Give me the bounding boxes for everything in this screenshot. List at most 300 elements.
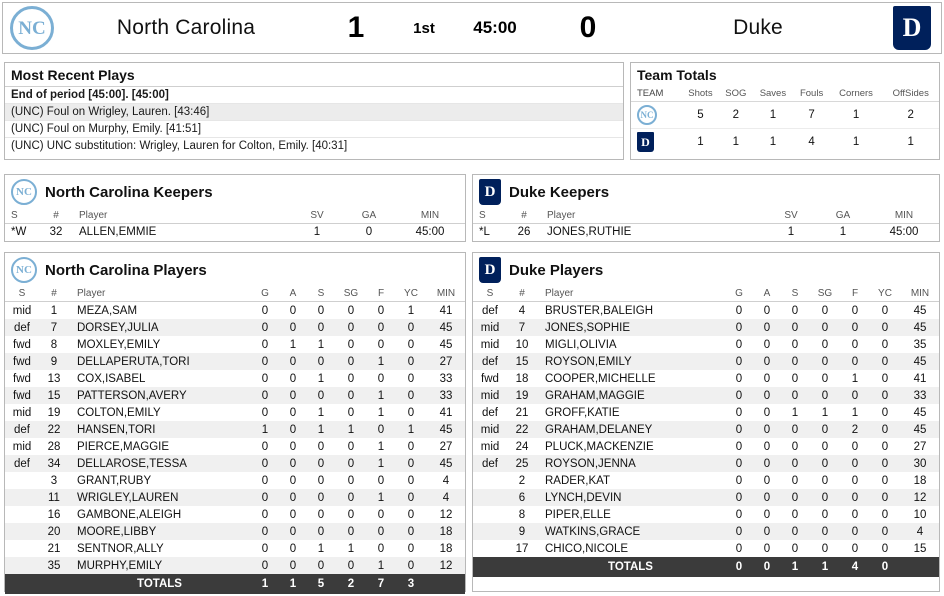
player-number: 11 [48,491,60,504]
player-goals: 0 [261,321,269,334]
player-assists: 0 [289,474,297,487]
away-team-name: Duke [733,16,783,39]
player-name: GRANT,RUBY [77,474,152,487]
player-goals: 0 [261,542,269,555]
player-fouls: 0 [377,474,385,487]
player-shots: 0 [791,491,799,504]
player-fouls: 0 [377,304,385,317]
player-assists: 0 [763,474,771,487]
unc-fouls: 7 [808,109,815,121]
table-row [5,404,465,421]
player-shots: 0 [791,321,799,334]
player-number: 19 [47,406,61,419]
player-goals: 0 [261,389,269,402]
table-row [5,353,465,370]
col-min: MIN [869,208,939,224]
player-sog: 0 [347,457,355,470]
col-number: # [39,208,73,224]
player-number: 28 [47,440,61,453]
player-number: 4 [518,304,526,317]
player-goals: 1 [261,423,269,436]
player-sog: 0 [347,406,355,419]
player-name: COX,ISABEL [77,372,146,385]
player-fouls: 0 [851,508,859,521]
team-logo-cell [631,129,682,156]
totals-spacer [507,557,537,577]
player-assists: 0 [289,440,297,453]
away-players-body [473,302,939,558]
player-number: 18 [515,372,529,385]
player-name: DORSEY,JULIA [77,321,159,334]
table-row [473,404,939,421]
away-keepers-table [473,208,939,240]
player-yellow-cards: 0 [407,491,415,504]
table-row [631,102,939,129]
player-assists: 0 [289,423,297,436]
player-number: 1 [50,304,58,317]
player-goals: 0 [261,457,269,470]
player-name: PIERCE,MAGGIE [77,440,170,453]
player-goals: 0 [261,372,269,385]
play-item: (UNC) UNC substitution: Wrigley, Lauren for Colton, Emily. [40:31] [5,137,623,154]
player-yellow-cards: 0 [407,406,415,419]
player-shots: 0 [317,457,325,470]
player-yellow-cards: 0 [407,542,415,555]
col-goals: G [251,286,279,302]
player-name: GRAHAM,MAGGIE [545,389,645,402]
player-sog: 0 [821,525,829,538]
col-ga: GA [343,208,395,224]
totals-yellow-cards: 3 [395,574,427,594]
player-sog: 0 [821,457,829,470]
col-player: Player [541,208,765,224]
home-keepers-title: North Carolina Keepers [45,183,213,201]
player-number: 8 [518,508,526,521]
col-sog: SOG [719,86,752,102]
totals-minutes [427,574,465,594]
col-status: S [5,286,39,302]
home-keepers-panel [4,174,466,242]
table-row [473,224,939,241]
totals-assists: 1 [279,574,307,594]
player-goals: 0 [261,525,269,538]
player-name: PIPER,ELLE [545,508,611,521]
player-minutes: 18 [439,542,453,555]
table-row [5,506,465,523]
player-yellow-cards: 0 [881,423,889,436]
table-row [473,540,939,557]
unc-logo-icon: NC [11,179,37,205]
player-status: mid [480,338,500,351]
player-number: 34 [47,457,61,470]
player-sog: 0 [821,542,829,555]
keeper-saves: 1 [313,226,321,238]
player-assists: 0 [289,389,297,402]
player-fouls: 1 [377,440,385,453]
table-header-row [473,286,939,302]
player-goals: 0 [261,304,269,317]
totals-fouls: 4 [841,557,869,577]
unc-corners: 1 [852,109,860,121]
home-team-logo [3,3,61,53]
totals-assists: 0 [753,557,781,577]
player-fouls: 0 [851,321,859,334]
keeper-number: 26 [517,226,531,238]
player-minutes: 45 [913,423,927,436]
totals-spacer [39,574,69,594]
player-assists: 0 [289,355,297,368]
duke-logo-icon: D [637,132,654,152]
duke-logo-icon: D [479,257,501,283]
player-shots: 0 [791,355,799,368]
player-assists: 0 [763,491,771,504]
keeper-status: *W [11,226,27,238]
home-players-body [5,302,465,575]
player-name: ROYSON,JENNA [545,457,636,470]
player-yellow-cards: 0 [407,508,415,521]
player-name: GROFF,KATIE [545,406,620,419]
player-minutes: 35 [913,338,927,351]
player-shots: 1 [317,542,325,555]
player-shots: 0 [317,474,325,487]
col-ga: GA [817,208,869,224]
player-minutes: 45 [913,304,927,317]
most-recent-plays-panel [4,62,624,160]
col-shots: S [781,286,809,302]
unc-shots: 5 [697,109,704,121]
player-shots: 0 [317,389,325,402]
player-fouls: 0 [377,423,385,436]
player-name: LYNCH,DEVIN [545,491,622,504]
col-team: TEAM [631,86,682,102]
away-team-logo [883,3,941,53]
player-yellow-cards: 0 [407,457,415,470]
player-goals: 0 [735,457,743,470]
player-yellow-cards: 0 [881,389,889,402]
player-fouls: 0 [851,542,859,555]
player-number: 7 [518,321,526,334]
player-yellow-cards: 0 [407,321,415,334]
player-status: def [482,406,498,419]
player-minutes: 30 [913,457,927,470]
player-sog: 0 [821,304,829,317]
player-minutes: 41 [439,304,453,317]
away-keepers-header [473,175,939,208]
col-player: Player [69,286,251,302]
player-fouls: 0 [377,542,385,555]
player-goals: 0 [735,355,743,368]
player-status: def [482,304,498,317]
player-name: DELLAROSE,TESSA [77,457,187,470]
away-players-table [473,286,939,577]
col-player: Player [73,208,291,224]
player-name: CHICO,NICOLE [545,542,629,555]
home-players-table [5,286,465,594]
player-name: ROYSON,EMILY [545,355,632,368]
player-name: JONES,SOPHIE [545,321,630,334]
player-goals: 0 [261,474,269,487]
player-fouls: 1 [377,355,385,368]
player-status [5,557,39,574]
away-score: 0 [579,11,597,44]
player-name: MIGLI,OLIVIA [545,338,617,351]
player-number: 35 [47,559,61,572]
player-minutes: 33 [913,389,927,402]
table-row [473,336,939,353]
player-minutes: 33 [439,389,453,402]
player-goals: 0 [735,338,743,351]
match-stats-page [0,2,944,596]
player-goals: 0 [261,440,269,453]
table-row [473,472,939,489]
player-goals: 0 [735,508,743,521]
table-row [473,421,939,438]
player-yellow-cards: 0 [407,440,415,453]
table-header-row [631,86,939,102]
player-yellow-cards: 0 [881,321,889,334]
table-header-row [473,208,939,224]
player-assists: 0 [763,304,771,317]
player-number: 6 [518,491,526,504]
player-sog: 0 [821,508,829,521]
player-fouls: 1 [851,372,859,385]
player-shots: 0 [791,389,799,402]
player-status: fwd [13,355,31,368]
player-assists: 0 [763,321,771,334]
col-minutes: MIN [901,286,939,302]
player-number: 8 [50,338,58,351]
game-clock: 45:00 [473,18,517,37]
player-fouls: 0 [851,304,859,317]
player-name: WRIGLEY,LAUREN [77,491,179,504]
player-assists: 0 [763,542,771,555]
player-name: GRAHAM,DELANEY [545,423,653,436]
player-fouls: 1 [377,389,385,402]
col-sog: SG [335,286,367,302]
player-shots: 1 [317,423,325,436]
table-row [473,438,939,455]
player-shots: 0 [791,508,799,521]
away-keepers-title: Duke Keepers [509,183,610,201]
player-shots: 1 [317,372,325,385]
player-status [473,506,507,523]
player-shots: 1 [317,406,325,419]
player-sog: 0 [821,355,829,368]
player-yellow-cards: 0 [881,304,889,317]
player-sog: 0 [347,508,355,521]
player-sog: 1 [347,423,355,436]
player-status [5,506,39,523]
player-minutes: 4 [916,525,924,538]
player-yellow-cards: 0 [881,542,889,555]
table-row [5,455,465,472]
player-sog: 0 [347,321,355,334]
player-fouls: 0 [851,457,859,470]
player-yellow-cards: 0 [881,406,889,419]
player-assists: 0 [289,372,297,385]
player-fouls: 0 [851,440,859,453]
player-number: 15 [47,389,61,402]
player-name: DELLAPERUTA,TORI [77,355,190,368]
player-status [473,540,507,557]
col-saves: Saves [752,86,793,102]
player-assists: 0 [289,525,297,538]
table-row [5,370,465,387]
col-fouls: F [367,286,395,302]
keeper-status: *L [479,226,490,238]
duke-corners: 1 [830,129,883,156]
team-totals-table [631,86,939,155]
player-fouls: 0 [377,372,385,385]
player-name: BRUSTER,BALEIGH [545,304,653,317]
player-goals: 0 [261,559,269,572]
keeper-goals-against: 0 [365,226,373,238]
col-sv: SV [765,208,817,224]
player-assists: 0 [763,440,771,453]
keeper-saves: 1 [787,226,795,238]
team-totals-panel [630,62,940,160]
player-assists: 0 [763,423,771,436]
player-status: def [14,423,30,436]
table-row [5,387,465,404]
table-row [5,438,465,455]
player-assists: 1 [289,338,297,351]
home-players-title: North Carolina Players [45,261,207,279]
player-fouls: 0 [377,508,385,521]
table-header-row [5,208,465,224]
table-row [5,523,465,540]
player-shots: 1 [791,406,799,419]
player-name: COOPER,MICHELLE [545,372,656,385]
col-fouls: F [841,286,869,302]
col-shots: S [307,286,335,302]
duke-fouls: 4 [793,129,829,156]
player-number: 17 [515,542,529,555]
table-row [5,336,465,353]
player-fouls: 0 [851,525,859,538]
player-status: def [482,457,498,470]
player-minutes: 41 [439,406,453,419]
player-sog: 0 [821,372,829,385]
totals-spacer [5,574,39,594]
col-yellow-cards: YC [869,286,901,302]
table-row [5,540,465,557]
player-sog: 0 [347,525,355,538]
player-number: 22 [47,423,61,436]
player-shots: 0 [791,542,799,555]
table-row [473,302,939,320]
col-status: S [473,208,507,224]
player-number: 21 [515,406,529,419]
player-minutes: 45 [439,338,453,351]
player-sog: 0 [347,440,355,453]
unc-logo-icon: NC [637,105,657,125]
player-assists: 0 [289,457,297,470]
player-shots: 0 [791,338,799,351]
player-fouls: 0 [377,338,385,351]
player-yellow-cards: 0 [881,474,889,487]
player-number: 24 [515,440,529,453]
player-shots: 0 [317,304,325,317]
unc-sog: 2 [732,109,740,121]
table-row [5,319,465,336]
player-shots: 0 [317,355,325,368]
totals-minutes [901,557,939,577]
duke-logo-icon: D [479,179,501,205]
player-status [5,540,39,557]
unc-saves: 1 [769,109,777,121]
player-fouls: 0 [377,525,385,538]
player-number: 25 [515,457,529,470]
player-status: mid [12,440,32,453]
unc-offsides: 2 [907,109,914,121]
table-row [5,472,465,489]
player-goals: 0 [261,508,269,521]
player-sog: 1 [347,542,355,555]
away-players-header [473,253,939,286]
player-name: HANSEN,TORI [77,423,156,436]
player-fouls: 1 [377,491,385,504]
col-shots: Shots [682,86,720,102]
player-goals: 0 [735,389,743,402]
totals-sog: 2 [335,574,367,594]
col-status: S [5,208,39,224]
player-shots: 0 [317,491,325,504]
keeper-number: 32 [49,226,63,238]
totals-shots: 5 [307,574,335,594]
player-status [473,472,507,489]
totals-yellow-cards: 0 [869,557,901,577]
player-sog: 0 [821,321,829,334]
unc-logo-icon: NC [10,6,54,50]
player-assists: 0 [289,542,297,555]
col-number: # [507,286,537,302]
totals-goals: 0 [725,557,753,577]
player-fouls: 1 [377,559,385,572]
player-status: fwd [13,372,31,385]
table-row [473,489,939,506]
player-goals: 0 [735,304,743,317]
player-status: mid [480,423,500,436]
player-number: 10 [515,338,529,351]
player-goals: 0 [735,525,743,538]
table-row [631,129,939,156]
player-fouls: 0 [851,389,859,402]
totals-fouls: 7 [367,574,395,594]
plays-list [5,86,623,154]
player-yellow-cards: 1 [407,304,415,317]
player-sog: 0 [821,474,829,487]
player-sog: 0 [347,389,355,402]
player-shots: 1 [317,338,325,351]
player-minutes: 45 [913,355,927,368]
player-name: SENTNOR,ALLY [77,542,164,555]
player-assists: 0 [289,406,297,419]
player-status: def [14,457,30,470]
player-sog: 0 [821,338,829,351]
player-fouls: 0 [851,474,859,487]
player-goals: 0 [261,406,269,419]
col-player: Player [537,286,725,302]
home-totals-row [5,574,465,594]
table-row [473,455,939,472]
totals-goals: 1 [251,574,279,594]
player-shots: 0 [791,372,799,385]
player-number: 19 [515,389,529,402]
keeper-name: ALLEN,EMMIE [79,226,157,238]
player-minutes: 33 [439,372,453,385]
player-status [5,523,39,540]
